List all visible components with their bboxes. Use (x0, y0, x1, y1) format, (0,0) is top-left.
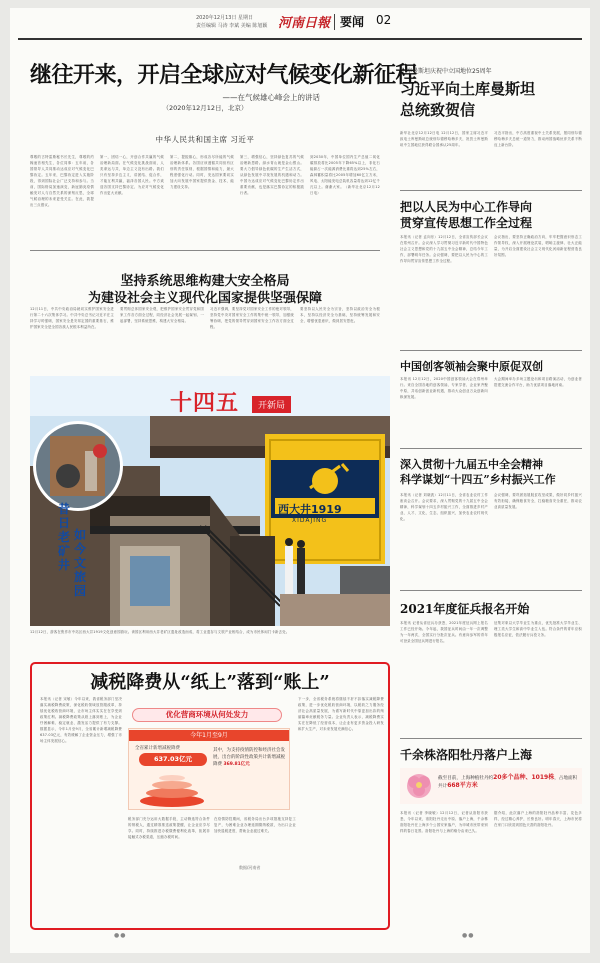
divider-1 (30, 250, 380, 251)
divider-r3 (400, 448, 582, 449)
story1-body-col-1: 新华社北京12月12日电 12月12日，国家主席习近平致电土库曼斯坦总统别尔德穆哈梅多夫，祝贺土库曼斯坦中立国地位获得联合国承认25周年。 (400, 131, 488, 147)
tax-body-col-1: 本报讯（记者 宋敏）今年以来，我省税务部门坚决落实减税降费政策，深化税收领域放管服改革，持续优化税收营商环境，让市场主体实实在在享受到政策红利。减税降费政策从纸上落到账上，为企业纾困解难、稳定就业、激发活力提供了有力支撑。数据显示，今年1月至9月，全省累计新增减税降费637.03亿元，有效缓解了企业资金压力，增强了市场主体发展信心。 (40, 697, 122, 743)
main-body-col-4: 第三，增强信心，坚持绿色复苏的气候治理新思路。绿水青山就是金山银山。要大力倡导绿色低碳的生产生活方式，从绿色发展中寻找发展的机遇和动力。中国为达成应对气候变化巴黎协定作出重要贡献，也是落实巴黎协定的积极践行者。 (240, 155, 304, 195)
infobox-right-text (213, 747, 287, 768)
page-number: 02 (376, 13, 392, 27)
story5-headline[interactable]: 2021年度征兵报名开始 (400, 602, 530, 616)
masthead-editors: 责任编辑 马涛 李斌 美编 陈旭颖 (196, 23, 268, 29)
tax-banner: 优化营商环境从何处发力 (132, 708, 282, 722)
tax-body-col-4: 下一步，全省税务系统将继续不折不扣落实减税降费政策，进一步优化税收营商环境，以税收之力服务经济社会高质量发展，为谱写新时代中原更加出彩的绚丽篇章贡献税务力量。企业负责人表示，减税降费实实在在降低了经营成本，让企业有更多资金投入研发和扩大生产，对未来发展充满信心。 (298, 697, 384, 731)
story3-headline[interactable]: 中国创客领袖会聚中原促双创 (400, 360, 543, 373)
main-subhead: ——在气候雄心峰会上的讲话 (222, 93, 320, 102)
story2-body-col-1: 本报讯（记者 孟向东）12月12日，全省宣传部长会议在郑州召开。会议深入学习贯彻习近平新时代中国特色社会主义思想和党的十九届五中全会精神，总结今年工作，部署明年任务。会议强调，要把以人民为中心的工作导向贯穿宣传思想工作全过程。 (400, 235, 488, 263)
main-body-col-2: 第一，团结一心，开创合作共赢的气候治理新局面。在气候变化挑战面前，人类命运与共，单边主义没有出路。我们只有坚持多边主义，讲团结、促合作，才能互利共赢，福泽各国人民。中方欢迎各国支持巴黎协定、为应对气候变化作出更大贡献。 (100, 155, 164, 195)
infobox-chart-illustration (137, 771, 207, 807)
story6-body-col-2: 据介绍，此次落户上海的洛阳牡丹品种丰富、花色多样，经过精心养护，长势良好。明年春天，上海市民将在家门口欣赏到国色天香的洛阳牡丹。 (494, 811, 582, 827)
masthead-date: 2020年12月13日 星期日 (196, 15, 254, 21)
page-footer-marker-right: ●● (462, 932, 475, 939)
masthead (10, 8, 590, 44)
story4-body-col-1: 本报讯（记者 刘晓波）12月11日，全省农业农村工作座谈会召开。会议要求，深入贯彻党的十九届五中全会精神，科学谋划十四五乡村振兴工作，全面推进乡村产业、人才、文化、生态、组织振兴，加快农业农村现代化。 (400, 493, 488, 521)
story3-body-col-1: 本报讯 12月12日，2020中国创客领袖大会在郑州举行。来自全国各地的创客领袖、专家学者、企业家齐聚中原，共话创新创业新机遇，推动大众创业万众创新向纵深发展。 (400, 377, 488, 399)
second-body-col-1: 12月11日，中共中央政治局就切实维护国家安全进行第二十六次集体学习。中共中央总书记习近平在主持学习时强调，国家安全是安邦定国的重要基石，维护国家安全是全国各族人民根本利益所在。 (30, 307, 114, 329)
tax-body-col-3: 在疫情防控期间，省税务局出台多项措施支持复工复产，为困难企业办理延期缴纳税款，为出口企业加快退税进度，帮助企业渡过难关。 (214, 817, 296, 833)
peony-flower-icon (403, 770, 435, 802)
story1-headline-2[interactable]: 总统致贺信 (400, 101, 476, 119)
divider-r1 (400, 190, 582, 191)
peony-text-1: 截至目前，上海种植牡丹约 (438, 776, 494, 781)
masthead-rule (18, 38, 582, 40)
tax-body-col-2: 税务部门充分运用大数据手段，主动筛选符合条件的纳税人，通过精准推送政策提醒，让企业应享尽享。同时，持续推进办税缴费便利化改革，拓展非接触式办税渠道，压缩办税时间。 (128, 817, 210, 839)
vertical-title-1: 昔日老矿井 (58, 502, 71, 572)
story6-body-col-1: 本报讯（记者 李晓敏）12月12日，记者从洛阳市获悉，今年以来，洛阳牡丹走出中原、落户上海，千余株洛阳牡丹在上海多个公园安家落户，为申城市民带来别样的春日花景。洛阳牡丹与上海的缘分由来已久。 (400, 811, 488, 833)
story1-headline-1[interactable]: 习近平向土库曼斯坦 (400, 80, 536, 98)
infobox-source: 数据/河南省 (239, 865, 261, 870)
story2-headline-2[interactable]: 贯穿宣传思想工作全过程 (400, 216, 533, 230)
story2-body-col-2: 会议指出，要坚持正确政治方向，牢牢把握意识形态工作领导权，深入开展理论武装，唱响主旋律、壮大正能量，为开启全面建设社会主义现代化河南新征程营造良好氛围。 (494, 235, 582, 257)
story5-body-col-2: 征集对象以大学毕业生为重点，优先批准大学毕业生、理工类大学生和高中毕业生入伍。符合条件的青年应积极报名应征，依法履行兵役义务。 (494, 621, 582, 637)
story6-headline[interactable]: 千余株洛阳牡丹落户上海 (400, 748, 533, 762)
main-byline: 中华人民共和国主席 习近平 (155, 135, 255, 144)
infobox-title: 今年1月至9月 (129, 730, 289, 741)
banner-tag: 开新局 (252, 396, 291, 413)
story4-headline-1[interactable]: 深入贯彻十九届五中全会精神 (400, 458, 543, 471)
tax-story-box[interactable] (30, 662, 390, 930)
infobox-big-value: 637.03亿元 (139, 753, 207, 766)
vertical-title-2: 如今文旅园 (74, 528, 87, 598)
main-body-col-5: 到2030年，中国单位国内生产总值二氧化碳排放将比2005年下降65%以上，非化石能源占一次能源消费比重将达到25%左右，森林蓄积量将比2005年增加60亿立方米，风电、太阳能发电总装机容量将达到12亿千瓦以上。谢谢大家。（新华社北京12月12日电） (310, 155, 380, 195)
second-body-col-4: 要坚持以人民安全为宗旨，坚持以政治安全为根本，坚持以经济安全为基础，坚持统筹发展和安全，增强忧患意识，做到居安思危。 (300, 307, 380, 323)
story3-body-col-2: 大会期间举办多场主题论坛和项目路演活动，为创业者搭建交流合作平台，助力优质项目落地河南。 (494, 377, 582, 387)
banner-shishiwu: 十四五 (170, 390, 240, 416)
main-headline[interactable]: 继往开来，开启全球应对气候变化新征程 (30, 62, 418, 88)
right-kicker: 土库曼斯坦庆祝中立国地位25周年 (400, 68, 492, 75)
peony-text (438, 774, 578, 790)
newspaper-page (10, 8, 590, 953)
tax-headline[interactable]: 减税降费从“纸上”落到“账上” (90, 672, 330, 693)
second-headline-2[interactable]: 为建设社会主义现代化国家提供坚强保障 (87, 291, 322, 306)
peony-value-1: 20多个品种、1019株 (493, 774, 555, 781)
story1-body-col-2: 习近平指出，中方高度重视中土关系发展，愿同别尔德穆哈梅多夫总统一道努力，推动两国战略伙伴关系不断迈上新台阶。 (494, 131, 582, 147)
peony-value-2: 668平方米 (447, 782, 478, 789)
divider-r5 (400, 738, 582, 739)
masthead-divider (334, 14, 335, 30)
main-dateline: （2020年12月12日，北京） (162, 104, 248, 112)
feature-photo[interactable] (30, 376, 390, 626)
infobox-right-line: 其中，为支持疫情防控和经济社会发展，出台的阶段性政策共计新增减税降费 (213, 748, 285, 767)
second-body-col-3: 习近平强调，要坚持党对国家安全工作的绝对领导，坚持党中央对国家安全工作的集中统一领导，加强统筹协调，把党的领导贯穿到国家安全工作各方面全过程。 (210, 307, 294, 329)
container-sign-pinyin: XIDAJING (292, 517, 328, 524)
story4-body-col-2: 会议强调，要巩固拓展脱贫攻坚成果，做好同乡村振兴有效衔接，确保粮食安全，扛稳粮食安全重任，推动农业高质量发展。 (494, 493, 582, 509)
container-sign: 西大井1919 (278, 503, 342, 516)
divider-r4 (400, 590, 582, 591)
infobox-right-amount: 369.81亿元 (223, 762, 250, 767)
section-name: 要闻 (340, 15, 365, 29)
infobox-line1: 全省累计新增减税降费 (135, 746, 180, 751)
peony-infobox (400, 768, 582, 804)
peony-text-2: ，占地面积共计 (438, 776, 578, 789)
second-body-col-2: 要贯彻总体国家安全观，把维护国家安全贯穿党和国家工作各方面全过程，同经济社会发展一起谋划、一起部署，坚持系统思维，构建大安全格局。 (120, 307, 204, 323)
photo-caption: 12月12日，游客在焦作市中站区西大井1919文化创意园游玩。该园区利用西大井老矿区遗址改造而成，将工业遗存与文旅产业相结合，成为市民休闲打卡新去处。 (30, 630, 290, 634)
main-body-col-3: 第二，提振雄心，形成各尽所能的气候治理新体系。各国应该遵循共同但有区别的责任原则，根据国情和能力，最大程度强化行动。同时，发达国家要切实加大向发展中国家提供资金、技术、能力建设支持。 (170, 155, 234, 189)
story5-body-col-1: 本报讯 记者从省征兵办获悉，2021年度征兵网上报名工作已经开始。今年起，我国征兵时间由一年一次调整为一年两次，全国实行分批次征兵。有意向参军的青年可登录全国征兵网进行报名。 (400, 621, 488, 643)
newspaper-logo: 河南日報 (278, 16, 331, 31)
page-footer-marker-left: ●● (114, 932, 127, 939)
second-headline-1[interactable]: 坚持系统思维构建大安全格局 (120, 274, 290, 289)
divider-r2 (400, 350, 582, 351)
main-body-col-1: 尊敬的古特雷斯秘书长先生，尊敬的约翰逊首相先生，各位同事：五年前，各国领导人共同推动达成应对气候变化巴黎协定。五年来，巴黎协定进入实施阶段，得到国际社会广泛支持和参与。当前，国际格局加速演变，新冠肺炎疫情触发对人与自然关系的深刻反思，全球气候治理的未来更受关注。在此，我提出三点倡议。 (30, 155, 94, 207)
story2-headline-1[interactable]: 把以人民为中心工作导向 (400, 200, 533, 214)
story4-headline-2[interactable]: 科学谋划“十四五”乡村振兴工作 (400, 473, 556, 486)
